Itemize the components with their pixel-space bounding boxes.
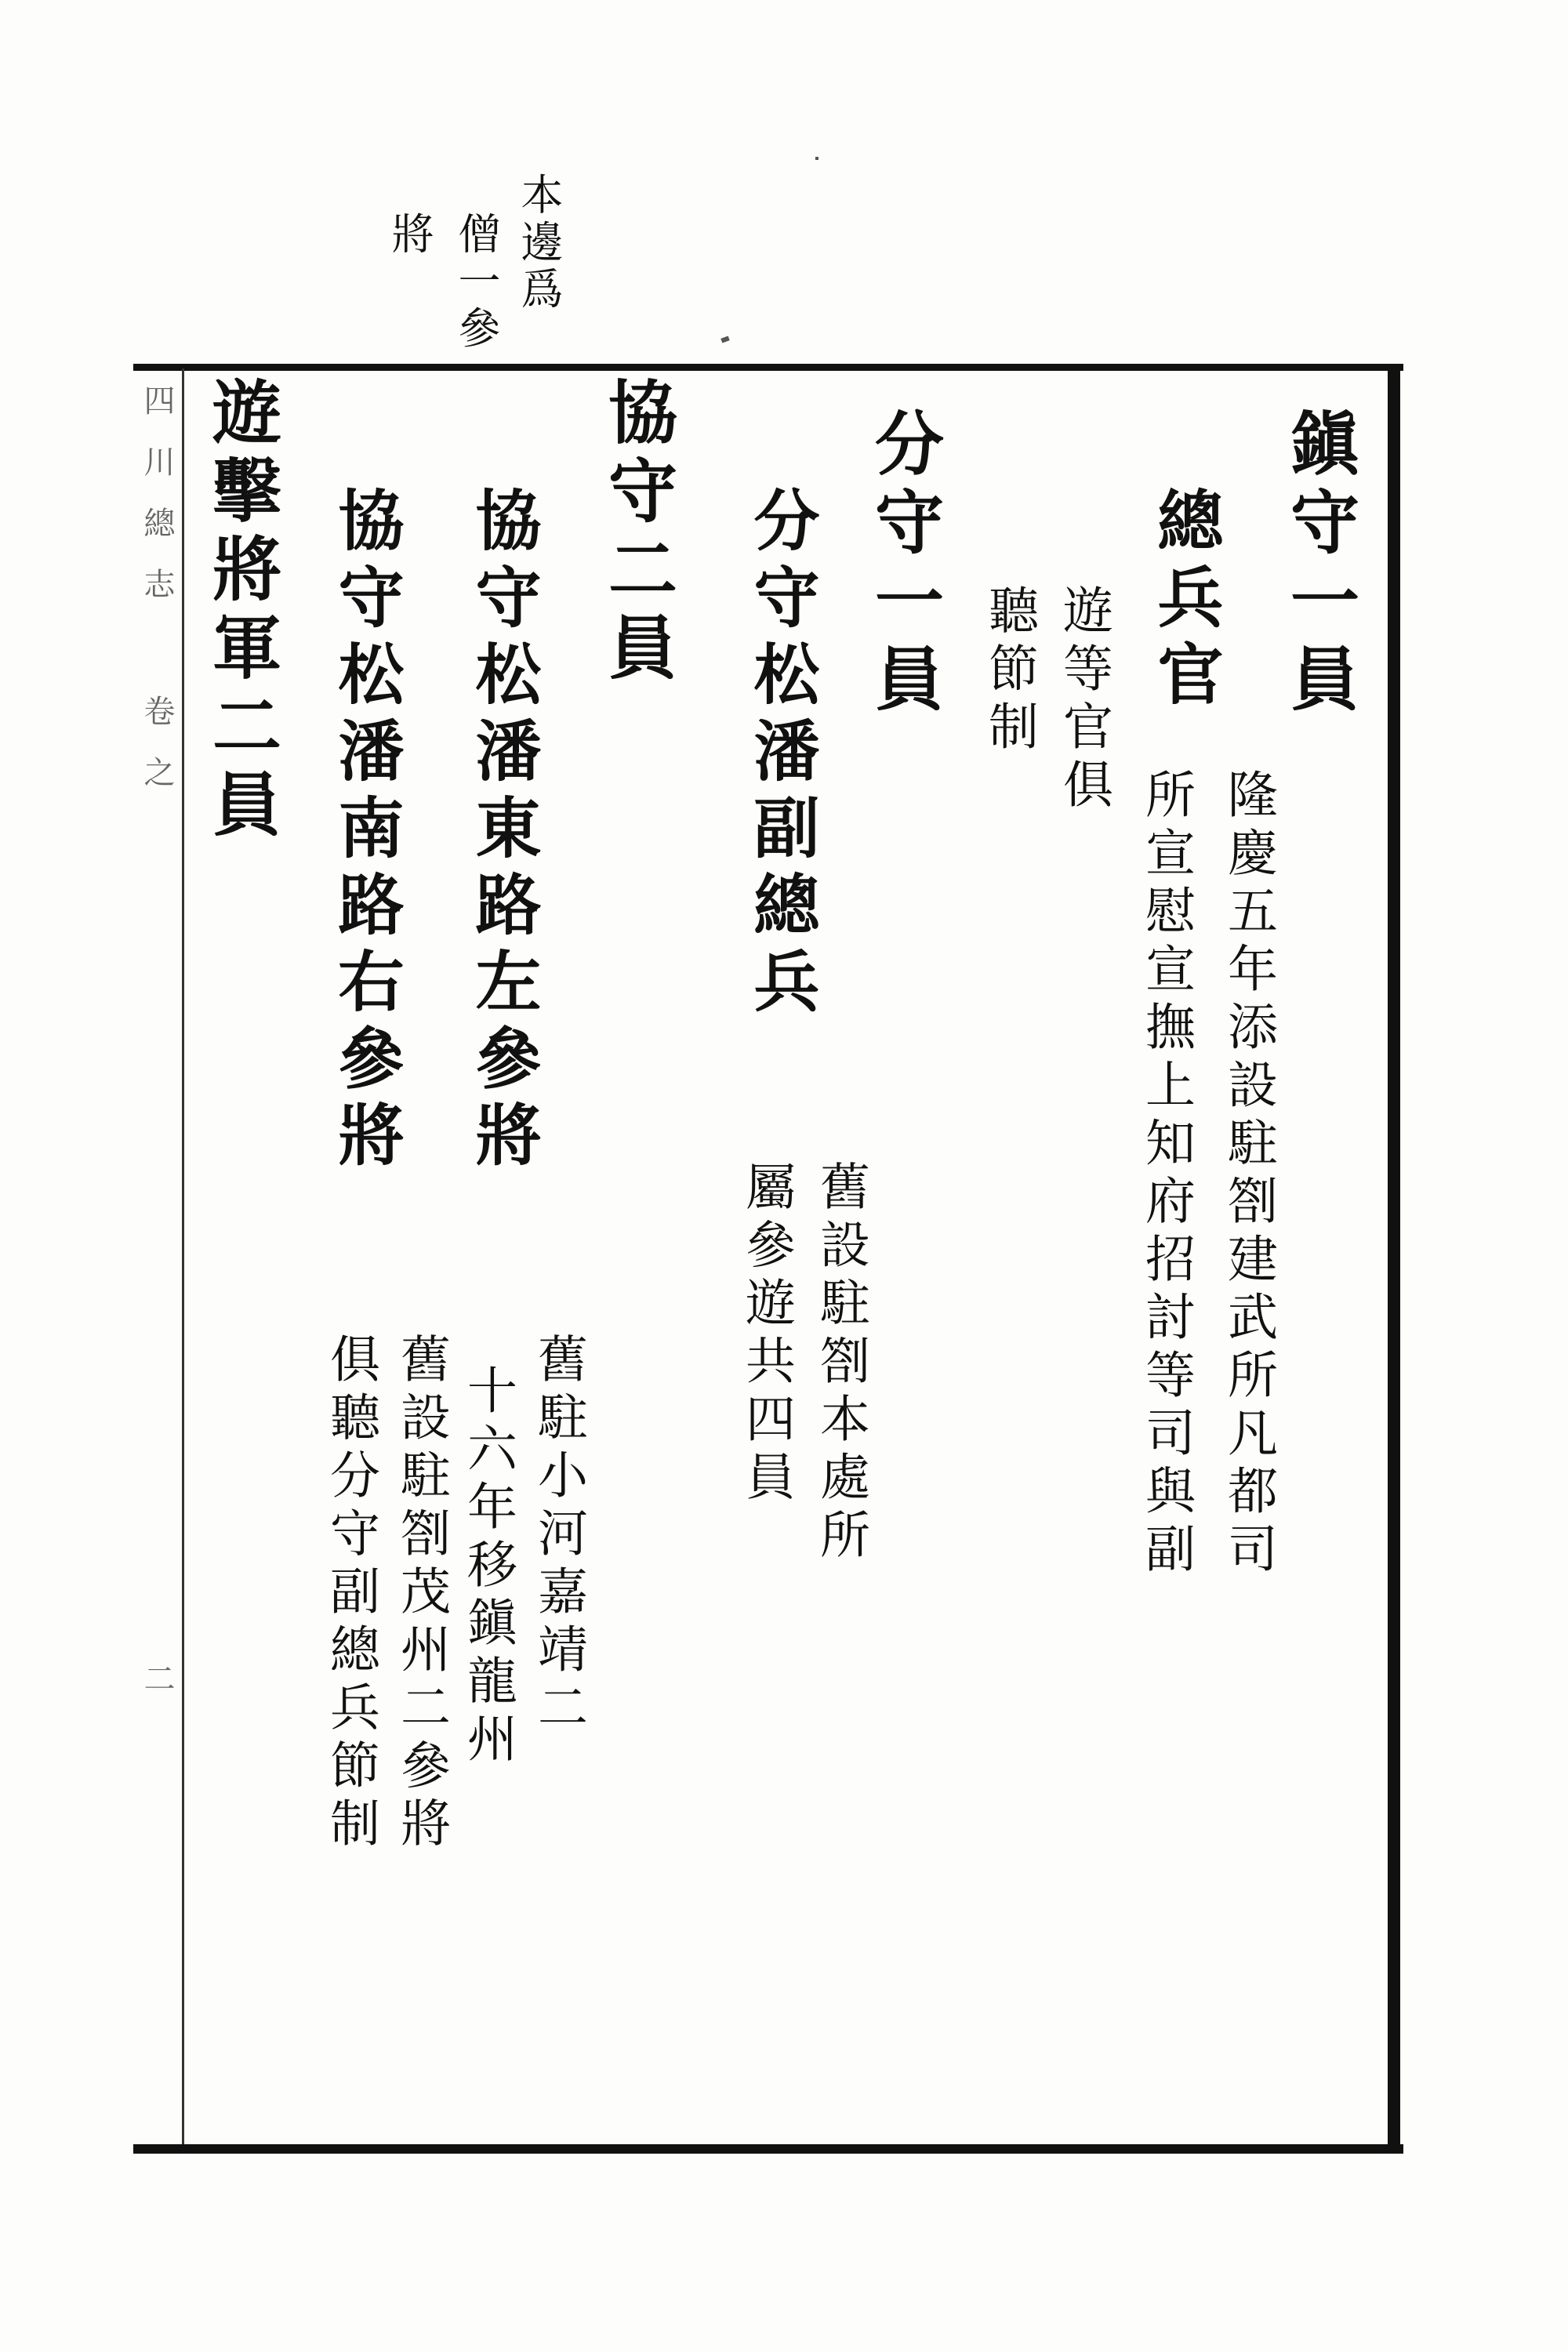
entry-note-east-1: 舊駐小河嘉靖二	[529, 1333, 587, 1739]
frame-top-border	[133, 364, 1403, 371]
entry-note-south-1: 舊設駐劄茂州二參將	[392, 1333, 450, 1855]
margin-rule	[182, 368, 184, 2144]
entry-note-fenshou-2: 屬參遊共四員	[737, 1160, 795, 1508]
header-note-col3: 將	[385, 212, 434, 259]
frame-bottom-border	[133, 2144, 1403, 2154]
entry-title-xieshou-south: 協守松潘南路右參將	[328, 486, 405, 1178]
entry-heading-xieshou: 協守二員	[597, 376, 679, 690]
entry-note-fenshou-1: 舊設駐劄本處所	[811, 1160, 869, 1566]
entry-title-fenshou-songpan: 分守松潘副總兵	[743, 486, 821, 1024]
entry-note-east-2: 十六年移鎭龍州	[459, 1364, 517, 1770]
entry-note-zongbingguan-2: 所宣慰宣撫上知府招討等司與副	[1137, 768, 1195, 1581]
header-note-col1: 本邊爲	[514, 172, 564, 314]
entry-note-south-2: 俱聽分守副總兵節制	[321, 1333, 379, 1855]
entry-heading-zhenshou: 鎭守一員	[1279, 408, 1361, 721]
entry-note-zongbingguan-1: 隆慶五年添設駐劄建武所凡都司	[1219, 768, 1277, 1581]
entry-heading-youji: 遊擊將軍二員	[201, 376, 283, 847]
ink-mark	[720, 336, 729, 343]
margin-title: 四川總志 卷之	[139, 384, 175, 817]
entry-title-zongbingguan: 總兵官	[1147, 486, 1225, 717]
entry-title-xieshou-east: 協守松潘東路左參將	[465, 486, 543, 1178]
entry-note-youdeng-2: 聽節制	[980, 584, 1038, 758]
frame-right-border	[1388, 364, 1400, 2151]
ink-mark	[815, 157, 818, 160]
entry-note-youdeng-1: 遊等官俱	[1054, 584, 1112, 816]
margin-folio: 二	[139, 1662, 175, 1723]
entry-heading-fenshou: 分守一員	[864, 408, 946, 721]
header-note-col2: 僧一參	[452, 212, 501, 353]
